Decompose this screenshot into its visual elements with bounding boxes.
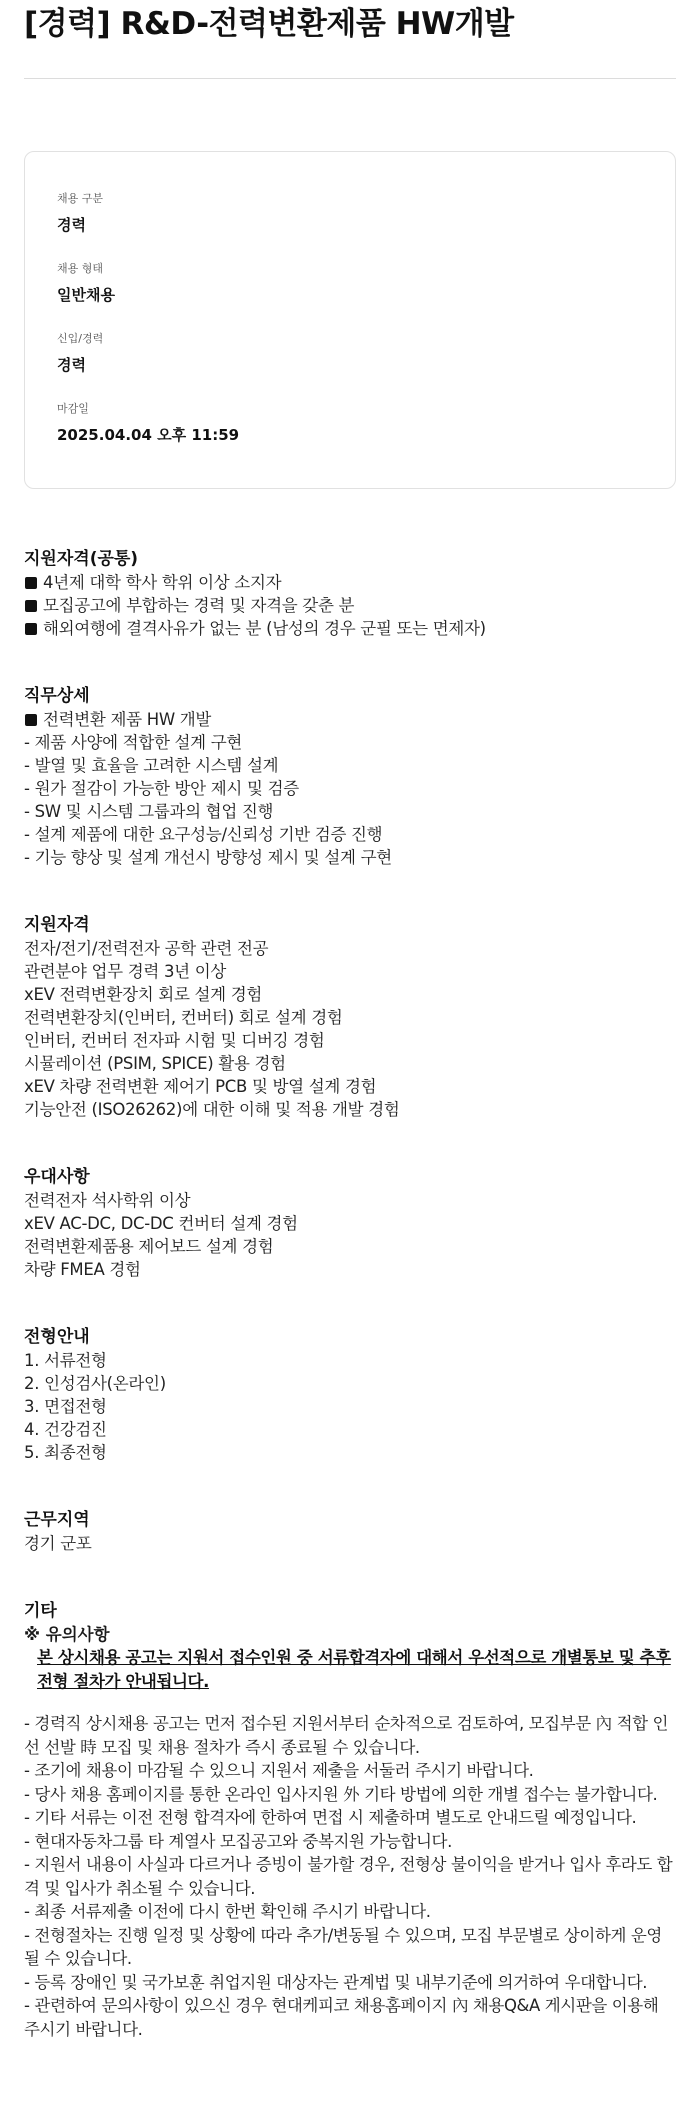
page-title: [경력] R&D-전력변환제품 HW개발 bbox=[24, 6, 514, 42]
section-location bbox=[24, 1509, 676, 1555]
info-deadline bbox=[57, 401, 643, 471]
section-heading: 기타 bbox=[24, 1601, 57, 1621]
info-label: 마감일 bbox=[57, 402, 89, 415]
section-preferred bbox=[24, 1166, 676, 1281]
list-item: 4년제 대학 학사 학위 이상 소지자 bbox=[24, 571, 676, 594]
info-value: 2025.04.04 오후 11:59 bbox=[57, 426, 240, 444]
list-item: 모집공고에 부합하는 경력 및 자격을 갖춘 분 bbox=[24, 594, 676, 617]
info-label: 신입/경력 bbox=[57, 332, 104, 345]
note-item: - 당사 채용 홈페이지를 통한 온라인 입사지원 外 기타 방법에 의한 개별 접수는 불가합니다. bbox=[24, 1784, 658, 1804]
list-item: xEV 전력변환장치 회로 설계 경험 bbox=[24, 985, 263, 1004]
list-item: 전력변환제품용 제어보드 설계 경험 bbox=[24, 1237, 274, 1256]
section-process bbox=[24, 1326, 676, 1464]
note-item: - 현대자동차그룹 타 계열사 모집공고와 중복지원 가능합니다. bbox=[24, 1831, 452, 1851]
list-item: - 원가 절감이 가능한 방안 제시 및 검증 bbox=[24, 779, 299, 798]
note-item: - 등록 장애인 및 국가보훈 취업지원 대상자는 관계법 및 내부기준에 의거하여 우대합니다. bbox=[24, 1972, 648, 1992]
note-item: - 관련하여 문의사항이 있으신 경우 현대케피코 채용홈페이지 內 채용Q&A 게시판을 이용해 주시기 바랍니다. bbox=[24, 1996, 659, 2039]
section-heading: 지원자격 bbox=[24, 915, 90, 935]
info-label: 채용 형태 bbox=[57, 262, 104, 275]
list-item: 3. 면접전형 bbox=[24, 1397, 107, 1416]
section-heading: 근무지역 bbox=[24, 1510, 90, 1530]
info-value: 경력 bbox=[57, 356, 86, 374]
list-item: 해외여행에 결격사유가 없는 분 (남성의 경우 군필 또는 면제자) bbox=[24, 617, 676, 640]
list-item: xEV AC-DC, DC-DC 컨버터 설계 경험 bbox=[24, 1214, 298, 1233]
list-item: 차량 FMEA 경험 bbox=[24, 1260, 141, 1279]
section-heading: 직무상세 bbox=[24, 686, 90, 706]
notes-list bbox=[24, 1712, 676, 2041]
list-item: xEV 차량 전력변환 제어기 PCB 및 방열 설계 경험 bbox=[24, 1077, 377, 1096]
section-heading: 지원자격(공통) bbox=[24, 549, 139, 569]
list-item: 4. 건강검진 bbox=[24, 1420, 107, 1439]
info-value: 경력 bbox=[57, 216, 86, 234]
note-item: - 기타 서류는 이전 전형 합격자에 한하여 면접 시 제출하며 별도로 안내드릴 예정입니다. bbox=[24, 1808, 637, 1827]
notice-emphasis: 본 상시채용 공고는 지원서 접수인원 중 서류합격자에 대해서 우선적으로 개별통보 및 추후 전형 절차가 안내됩니다. bbox=[37, 1648, 671, 1691]
section-heading: 전형안내 bbox=[24, 1327, 90, 1347]
list-item: 시뮬레이션 (PSIM, SPICE) 활용 경험 bbox=[24, 1054, 286, 1073]
note-item: - 경력직 상시채용 공고는 먼저 접수된 지원서부터 순차적으로 검토하여, 모집부문 內 적합 인선 선발 時 모집 및 채용 절차가 즉시 종료될 수 있습니다. bbox=[24, 1714, 669, 1757]
list-item: 전자/전기/전력전자 공학 관련 전공 bbox=[24, 939, 269, 958]
list-item: 2. 인성검사(온라인) bbox=[24, 1374, 166, 1393]
list-item: 전력변환 제품 HW 개발 bbox=[24, 708, 676, 731]
section-qualification bbox=[24, 914, 676, 1121]
note-item: - 전형절차는 진행 일정 및 상황에 따라 추가/변동될 수 있으며, 모집 부문별로 상이하게 운영될 수 있습니다. bbox=[24, 1925, 662, 1968]
notice-heading: ※ 유의사항 bbox=[24, 1625, 110, 1644]
info-career-level bbox=[57, 331, 643, 401]
info-employment-category bbox=[57, 191, 643, 261]
section-job-detail bbox=[24, 685, 676, 869]
job-info-card bbox=[24, 151, 676, 489]
list-item: - 설계 제품에 대한 요구성능/신뢰성 기반 검증 진행 bbox=[24, 825, 383, 844]
list-item: 전력변환장치(인버터, 컨버터) 회로 설계 경험 bbox=[24, 1008, 343, 1027]
section-etc bbox=[24, 1600, 676, 2041]
list-item: - SW 및 시스템 그룹과의 협업 진행 bbox=[24, 802, 274, 821]
section-qualification-common bbox=[24, 548, 676, 640]
title-divider bbox=[24, 78, 676, 79]
list-item: 관련분야 업무 경력 3년 이상 bbox=[24, 962, 227, 981]
list-item: 기능안전 (ISO26262)에 대한 이해 및 적용 개발 경험 bbox=[24, 1100, 400, 1119]
list-item: - 제품 사양에 적합한 설계 구현 bbox=[24, 733, 243, 752]
note-item: - 조기에 채용이 마감될 수 있으니 지원서 제출을 서둘러 주시기 바랍니다. bbox=[24, 1761, 534, 1780]
list-item: 인버터, 컨버터 전자파 시험 및 디버깅 경험 bbox=[24, 1031, 325, 1050]
info-label: 채용 구분 bbox=[57, 192, 104, 205]
list-item: 전력전자 석사학위 이상 bbox=[24, 1191, 191, 1210]
list-item: 경기 군포 bbox=[24, 1534, 92, 1553]
list-item: - 기능 향상 및 설계 개선시 방향성 제시 및 설계 구현 bbox=[24, 848, 392, 867]
note-item: - 지원서 내용이 사실과 다르거나 증빙이 불가할 경우, 전형상 불이익을 받거나 입사 후라도 합격 및 입사가 취소될 수 있습니다. bbox=[24, 1855, 673, 1898]
note-item: - 최종 서류제출 이전에 다시 한번 확인해 주시기 바랍니다. bbox=[24, 1902, 431, 1921]
list-item: 5. 최종전형 bbox=[24, 1443, 107, 1462]
posting-body bbox=[24, 548, 676, 2041]
list-item: 1. 서류전형 bbox=[24, 1351, 107, 1370]
section-heading: 우대사항 bbox=[24, 1167, 90, 1187]
info-value: 일반채용 bbox=[57, 286, 115, 304]
list-item: - 발열 및 효율을 고려한 시스템 설계 bbox=[24, 756, 279, 775]
info-employment-type bbox=[57, 261, 643, 331]
